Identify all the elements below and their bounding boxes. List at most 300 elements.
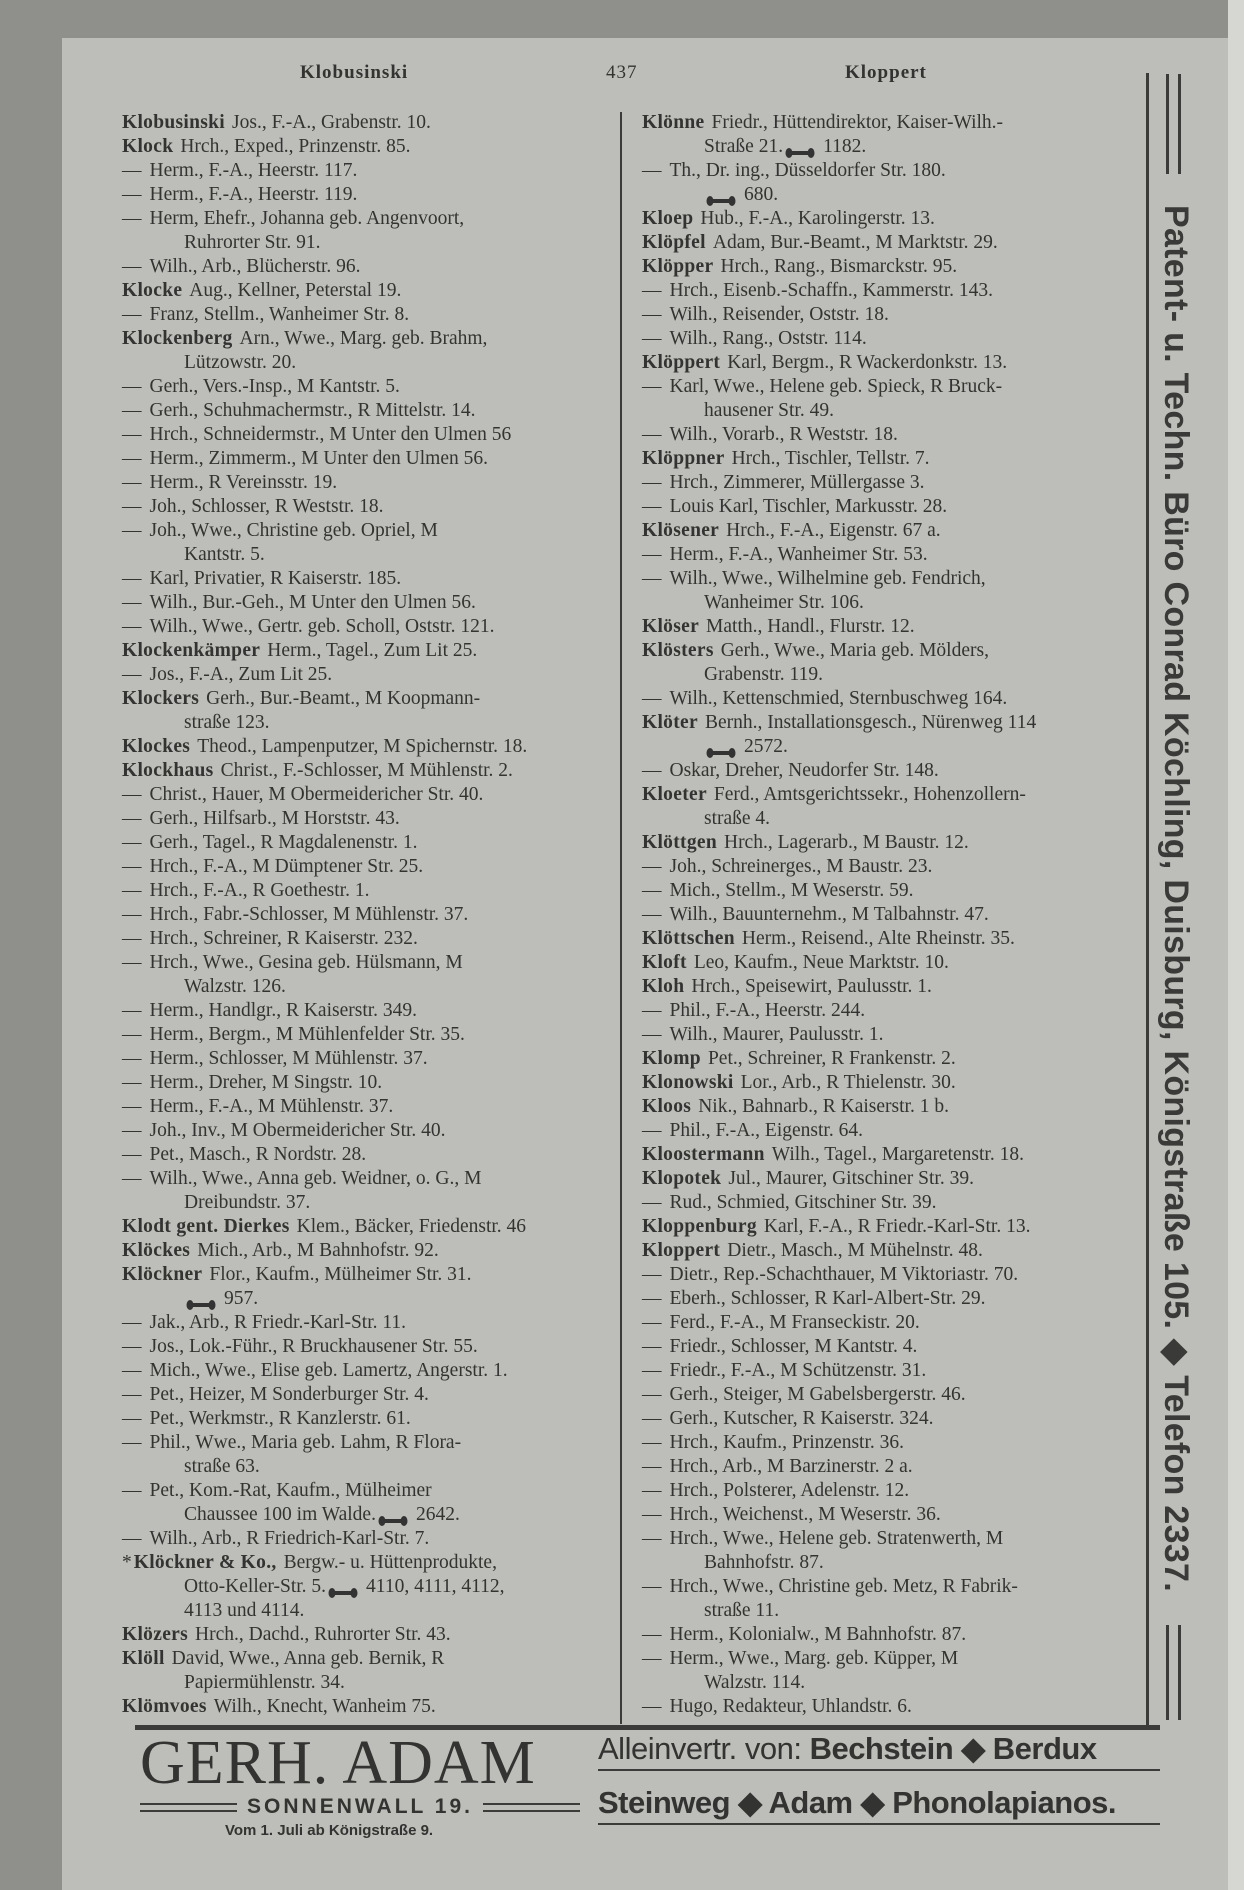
directory-entry <box>642 1215 1142 1239</box>
ditto-dash: — <box>122 568 142 589</box>
surname: Klockers <box>122 688 200 709</box>
entry-text: Hrch., Speisewirt, Paulusstr. 1. <box>691 976 932 997</box>
entry-text: Phil., F.-A., Eigenstr. 64. <box>669 1120 863 1141</box>
surname: Klodt gent. Dierkes <box>122 1216 290 1237</box>
directory-sub-entry <box>122 1527 612 1551</box>
directory-entry <box>122 327 612 351</box>
directory-sub-entry <box>122 1431 612 1455</box>
directory-sub-entry <box>642 1407 1142 1431</box>
entry-text: Hrch., Exped., Prinzenstr. 85. <box>180 136 411 157</box>
entry-text: Dreibundstr. 37. <box>184 1192 311 1213</box>
entry-text: Nik., Bahnarb., R Kaiserstr. 1 b. <box>698 1096 949 1117</box>
entry-text: Ruhrorter Str. 91. <box>184 232 321 253</box>
entry-text: Wilh., Reisender, Oststr. 18. <box>669 304 889 325</box>
telephone-icon <box>186 1294 216 1306</box>
entry-text: Papiermühlenstr. 34. <box>184 1672 345 1693</box>
ditto-dash: — <box>642 1648 662 1669</box>
surname: Klockhaus <box>122 760 214 781</box>
directory-entry <box>642 639 1142 663</box>
entry-text: Louis Karl, Tischler, Markusstr. 28. <box>669 496 948 517</box>
entry-text: Friedr., Schlosser, M Kantstr. 4. <box>669 1336 918 1357</box>
entry-text: Jos., F.-A., Grabenstr. 10. <box>232 112 431 133</box>
entry-text: Gerh., Kutscher, R Kaiserstr. 324. <box>669 1408 934 1429</box>
directory-sub-entry <box>122 1479 612 1503</box>
directory-entry <box>642 1095 1142 1119</box>
advert-company-name: GERH. ADAM <box>140 1729 536 1797</box>
right-column <box>642 111 1142 1719</box>
ditto-dash: — <box>122 1480 142 1501</box>
directory-entry <box>122 135 612 159</box>
header-left-title: Klobusinski <box>300 62 409 83</box>
entry-continuation <box>122 1455 612 1479</box>
directory-sub-entry <box>642 1647 1142 1671</box>
double-rule <box>140 1803 237 1812</box>
directory-entry <box>642 951 1142 975</box>
directory-sub-entry <box>122 423 612 447</box>
directory-entry <box>642 1047 1142 1071</box>
surname: Klockenberg <box>122 328 233 349</box>
directory-sub-entry <box>642 303 1142 327</box>
entry-text: Wilh., Bur.-Geh., M Unter den Ulmen 56. <box>149 592 476 613</box>
phone-number: 1182. <box>823 136 867 157</box>
surname: Klöppert <box>642 352 721 373</box>
entry-text: straße 123. <box>184 712 270 733</box>
surname: Klöll <box>122 1648 165 1669</box>
header-right-title: Kloppert <box>845 62 927 83</box>
entry-text: Theod., Lampenputzer, M Spichernstr. 18. <box>197 736 528 757</box>
telephone-icon <box>378 1510 408 1522</box>
entry-text: Wanheimer Str. 106. <box>704 592 864 613</box>
entry-text: Gerh., Schuhmachermstr., R Mittelstr. 14. <box>149 400 476 421</box>
entry-text: Friedr., F.-A., M Schützenstr. 31. <box>669 1360 927 1381</box>
entry-text: Bernh., Installationsgesch., Nürenweg 114 <box>704 712 1037 733</box>
directory-sub-entry <box>122 495 612 519</box>
ditto-dash: — <box>122 1048 142 1069</box>
entry-text: Hrch., Wwe., Gesina geb. Hülsmann, M <box>149 952 463 973</box>
ditto-dash: — <box>642 376 662 397</box>
entry-text: Dietr., Rep.-Schachthauer, M Viktoriastr. 70. <box>669 1264 1019 1285</box>
entry-continuation <box>122 543 612 567</box>
directory-entry <box>642 111 1142 135</box>
entry-text: Hrch., Zimmerer, Müllergasse 3. <box>669 472 925 493</box>
ditto-dash: — <box>122 184 142 205</box>
directory-sub-entry <box>122 255 612 279</box>
ditto-dash: — <box>642 280 662 301</box>
ditto-dash: — <box>122 1168 142 1189</box>
ditto-dash: — <box>122 832 142 853</box>
telephone-icon <box>706 742 736 754</box>
directory-sub-entry <box>642 1287 1142 1311</box>
ditto-dash: — <box>642 1024 662 1045</box>
ditto-dash: — <box>122 1384 142 1405</box>
ditto-dash: — <box>122 1432 142 1453</box>
advert-move-note: Vom 1. Juli ab Königstraße 9. <box>225 1822 434 1839</box>
entry-text: straße 4. <box>704 808 771 829</box>
ditto-dash: — <box>642 424 662 445</box>
directory-sub-entry <box>642 1119 1142 1143</box>
surname: Klönne <box>642 112 705 133</box>
surname: Klöckes <box>122 1240 191 1261</box>
advert-line-1-prefix: Alleinvertr. von: <box>598 1731 802 1766</box>
ditto-dash: — <box>122 592 142 613</box>
ditto-dash: — <box>642 1000 662 1021</box>
ditto-dash: — <box>642 1480 662 1501</box>
right-border-rule <box>1146 73 1149 1725</box>
directory-sub-entry <box>122 1119 612 1143</box>
directory-sub-entry <box>642 327 1142 351</box>
entry-text: Walzstr. 114. <box>704 1672 806 1693</box>
entry-text: Hrch., Dachd., Ruhrorter Str. 43. <box>195 1624 451 1645</box>
directory-sub-entry <box>642 279 1142 303</box>
directory-sub-entry <box>642 687 1142 711</box>
directory-sub-entry <box>122 399 612 423</box>
directory-sub-entry <box>122 1311 612 1335</box>
directory-sub-entry <box>122 927 612 951</box>
entry-continuation <box>122 351 612 375</box>
entry-text: Herm., R Vereinsstr. 19. <box>149 472 338 493</box>
entry-text: Flor., Kaufm., Mülheimer Str. 31. <box>209 1264 472 1285</box>
entry-text: Wilh., Kettenschmied, Sternbuschweg 164. <box>669 688 1008 709</box>
entry-continuation <box>642 135 1142 159</box>
ditto-dash: — <box>122 400 142 421</box>
entry-text: Herm., Handlgr., R Kaiserstr. 349. <box>149 1000 418 1021</box>
entry-text: Wilh., Vorarb., R Weststr. 18. <box>669 424 898 445</box>
directory-sub-entry <box>642 423 1142 447</box>
directory-sub-entry <box>122 903 612 927</box>
surname: Kloppert <box>642 1240 721 1261</box>
directory-sub-entry <box>642 879 1142 903</box>
surname: Klöppner <box>642 448 725 469</box>
double-rule <box>483 1803 580 1812</box>
surname: Klösener <box>642 520 720 541</box>
ditto-dash: — <box>642 1120 662 1141</box>
directory-entry <box>122 1623 612 1647</box>
advert-line-2-brands: Steinweg ◆ Adam ◆ Phonolapianos. <box>598 1785 1116 1820</box>
directory-sub-entry <box>122 615 612 639</box>
ditto-dash: — <box>642 880 662 901</box>
entry-continuation <box>122 1599 612 1623</box>
entry-text: Hrch., Wwe., Helene geb. Stratenwerth, M <box>669 1528 1004 1549</box>
entry-continuation <box>122 1191 612 1215</box>
ditto-dash: — <box>122 1336 142 1357</box>
entry-text: Grabenstr. 119. <box>704 664 823 685</box>
entry-text: Pet., Kom.-Rat, Kaufm., Mülheimer <box>149 1480 432 1501</box>
surname: Klomp <box>642 1048 701 1069</box>
entry-text: straße 11. <box>704 1600 780 1621</box>
directory-sub-entry <box>642 1503 1142 1527</box>
directory-entry <box>642 231 1142 255</box>
surname: Klözers <box>122 1624 188 1645</box>
ditto-dash: — <box>642 1576 662 1597</box>
surname: Klöckner & Ko., <box>133 1552 277 1573</box>
entry-text: Hrch., Arb., M Barzinerstr. 2 a. <box>669 1456 913 1477</box>
entry-text: Herm., Schlosser, M Mühlenstr. 37. <box>149 1048 428 1069</box>
entry-text: Hrch., Polsterer, Adelenstr. 12. <box>669 1480 910 1501</box>
entry-text: Joh., Schreinerges., M Baustr. 23. <box>669 856 933 877</box>
advert-line-1-brands: Bechstein ◆ Berdux <box>809 1731 1097 1766</box>
entry-text: Pet., Masch., R Nordstr. 28. <box>149 1144 367 1165</box>
entry-text: Wilh., Maurer, Paulusstr. 1. <box>669 1024 884 1045</box>
left-column <box>122 111 612 1719</box>
entry-text: Joh., Wwe., Christine geb. Opriel, M <box>149 520 438 541</box>
entry-text: Franz, Stellm., Wanheimer Str. 8. <box>149 304 410 325</box>
ditto-dash: — <box>122 208 142 229</box>
ditto-dash: — <box>122 616 142 637</box>
directory-sub-entry <box>642 999 1142 1023</box>
directory-entry <box>122 687 612 711</box>
entry-continuation <box>122 711 612 735</box>
directory-sub-entry <box>642 1023 1142 1047</box>
entry-text: Hrch., F.-A., M Dümptener Str. 25. <box>149 856 424 877</box>
entry-text: Jos., Lok.-Führ., R Bruckhausener Str. 55. <box>149 1336 478 1357</box>
entry-text: Hrch., Schneidermstr., M Unter den Ulmen 56 <box>149 424 512 445</box>
ditto-dash: — <box>122 472 142 493</box>
surname: Klöttschen <box>642 928 735 949</box>
directory-sub-entry <box>122 831 612 855</box>
phone-number: 680. <box>744 184 779 205</box>
entry-text: Herm., F.-A., Wanheimer Str. 53. <box>669 544 928 565</box>
directory-entry <box>642 615 1142 639</box>
surname: Klocke <box>122 280 183 301</box>
entry-text: Phil., F.-A., Heerstr. 244. <box>669 1000 866 1021</box>
ditto-dash: — <box>122 160 142 181</box>
entry-continuation <box>642 399 1142 423</box>
entry-text: Herm., Tagel., Zum Lit 25. <box>267 640 478 661</box>
directory-sub-entry <box>122 1167 612 1191</box>
entry-text: Ferd., Amtsgerichtssekr., Hohenzollern- <box>713 784 1026 805</box>
directory-entry <box>122 111 612 135</box>
directory-sub-entry <box>122 303 612 327</box>
directory-entry <box>642 255 1142 279</box>
ditto-dash: — <box>642 1456 662 1477</box>
directory-sub-entry <box>642 567 1142 591</box>
directory-sub-entry <box>642 1479 1142 1503</box>
entry-text: Straße 21. <box>704 136 784 157</box>
directory-entry <box>642 447 1142 471</box>
entry-text: Karl, Privatier, R Kaiserstr. 185. <box>149 568 402 589</box>
directory-entry <box>642 1143 1142 1167</box>
entry-text: Hrch., F.-A., Eigenstr. 67 a. <box>726 520 941 541</box>
surname: Kloeter <box>642 784 707 805</box>
entry-continuation <box>642 183 1142 207</box>
entry-continuation <box>642 591 1142 615</box>
directory-sub-entry <box>122 855 612 879</box>
ditto-dash: — <box>122 1072 142 1093</box>
entry-text: Wilh., Wwe., Wilhelmine geb. Fendrich, <box>669 568 986 589</box>
ditto-dash: — <box>122 376 142 397</box>
entry-text: Gerh., Vers.-Insp., M Kantstr. 5. <box>149 376 400 397</box>
advert-address: SONNENWALL 19. <box>247 1795 473 1818</box>
entry-text: Th., Dr. ing., Düsseldorfer Str. 180. <box>669 160 946 181</box>
ditto-dash: — <box>122 1024 142 1045</box>
ditto-dash: — <box>122 784 142 805</box>
entry-text: Mich., Arb., M Bahnhofstr. 92. <box>197 1240 439 1261</box>
entry-text: Pet., Schreiner, R Frankenstr. 2. <box>707 1048 956 1069</box>
directory-entry <box>642 1167 1142 1191</box>
ditto-dash: — <box>642 568 662 589</box>
banner-double-rule-top-1 <box>1166 74 1169 174</box>
ditto-dash: — <box>642 760 662 781</box>
ditto-dash: — <box>642 1432 662 1453</box>
ditto-dash: — <box>642 1312 662 1333</box>
advert-line-2 <box>598 1785 1160 1825</box>
directory-sub-entry <box>122 183 612 207</box>
entry-text: Dietr., Masch., M Mühelnstr. 48. <box>727 1240 983 1261</box>
entry-text: Pet., Heizer, M Sonderburger Str. 4. <box>149 1384 429 1405</box>
directory-entry <box>122 1695 612 1719</box>
directory-entry <box>122 1239 612 1263</box>
entry-text: Otto-Keller-Str. 5. <box>184 1576 327 1597</box>
directory-sub-entry <box>122 375 612 399</box>
banner-double-rule-top-2 <box>1178 74 1181 174</box>
entry-text: Pet., Werkmstr., R Kanzlerstr. 61. <box>149 1408 411 1429</box>
entry-text: Friedr., Hüttendirektor, Kaiser-Wilh.- <box>711 112 1004 133</box>
entry-continuation <box>122 1287 612 1311</box>
entry-text: Aug., Kellner, Peterstal 19. <box>189 280 402 301</box>
entry-text: Herm., Reisend., Alte Rheinstr. 35. <box>741 928 1015 949</box>
surname: Klockenkämper <box>122 640 261 661</box>
phone-number: 4110, 4111, 4112, <box>366 1576 505 1597</box>
entry-text: Christ., Hauer, M Obermeidericher Str. 40. <box>149 784 484 805</box>
entry-text: Wilh., Wwe., Gertr. geb. Scholl, Oststr. 121. <box>149 616 495 637</box>
ditto-dash: — <box>642 1504 662 1525</box>
directory-sub-entry <box>642 159 1142 183</box>
ditto-dash: — <box>122 880 142 901</box>
entry-text: Gerh., Hilfsarb., M Horststr. 43. <box>149 808 400 829</box>
entry-text: Klem., Bäcker, Friedenstr. 46 <box>296 1216 527 1237</box>
entry-text: Oskar, Dreher, Neudorfer Str. 148. <box>669 760 939 781</box>
directory-sub-entry <box>642 1695 1142 1719</box>
entry-text: Jul., Maurer, Gitschiner Str. 39. <box>728 1168 974 1189</box>
surname: Klopotek <box>642 1168 722 1189</box>
directory-sub-entry <box>122 471 612 495</box>
entry-text: Christ., F.-Schlosser, M Mühlenstr. 2. <box>220 760 513 781</box>
entry-text: Hrch., Kaufm., Prinzenstr. 36. <box>669 1432 904 1453</box>
entry-text: Bergw.- u. Hüttenprodukte, <box>283 1552 497 1573</box>
ditto-dash: — <box>642 472 662 493</box>
directory-sub-entry <box>642 495 1142 519</box>
directory-entry <box>642 207 1142 231</box>
directory-sub-entry <box>122 519 612 543</box>
ditto-dash: — <box>642 304 662 325</box>
telephone-icon <box>328 1582 358 1594</box>
directory-sub-entry <box>642 1431 1142 1455</box>
directory-entry <box>122 1551 612 1575</box>
directory-sub-entry <box>122 1095 612 1119</box>
entry-text: Hrch., Eisenb.-Schaffn., Kammerstr. 143. <box>669 280 993 301</box>
ditto-dash: — <box>122 904 142 925</box>
ditto-dash: — <box>122 1144 142 1165</box>
entry-text: Bahnhofstr. 87. <box>704 1552 824 1573</box>
ditto-dash: — <box>642 1696 662 1717</box>
directory-sub-entry <box>122 999 612 1023</box>
ditto-dash: — <box>642 1624 662 1645</box>
ditto-dash: — <box>642 544 662 565</box>
directory-sub-entry <box>642 471 1142 495</box>
directory-entry <box>642 783 1142 807</box>
surname: Klöpper <box>642 256 714 277</box>
page-edge <box>1228 0 1244 1890</box>
ditto-dash: — <box>122 856 142 877</box>
entry-text: Herm., Kolonialw., M Bahnhofstr. 87. <box>669 1624 967 1645</box>
entry-text: Herm., F.-A., Heerstr. 119. <box>149 184 358 205</box>
entry-text: hausener Str. 49. <box>704 400 834 421</box>
entry-continuation <box>642 1551 1142 1575</box>
directory-sub-entry <box>122 1071 612 1095</box>
entry-text: Karl, Bergm., R Wackerdonkstr. 13. <box>727 352 1008 373</box>
entry-text: Herm., F.-A., M Mühlenstr. 37. <box>149 1096 394 1117</box>
entry-text: Wilh., Arb., R Friedrich-Karl-Str. 7. <box>149 1528 430 1549</box>
entry-continuation <box>642 807 1142 831</box>
entry-text: Karl, F.-A., R Friedr.-Karl-Str. 13. <box>763 1216 1031 1237</box>
ditto-dash: — <box>642 1288 662 1309</box>
entry-text: Mich., Stellm., M Weserstr. 59. <box>669 880 914 901</box>
directory-sub-entry <box>122 663 612 687</box>
entry-continuation <box>642 1671 1142 1695</box>
ditto-dash: — <box>642 1264 662 1285</box>
surname: Klöckner <box>122 1264 203 1285</box>
surname: Klöser <box>642 616 700 637</box>
ditto-dash: — <box>122 520 142 541</box>
entry-text: Chaussee 100 im Walde. <box>184 1504 376 1525</box>
ditto-dash: — <box>122 1360 142 1381</box>
entry-text: Wilh., Tagel., Margaretenstr. 18. <box>771 1144 1024 1165</box>
directory-sub-entry <box>642 1311 1142 1335</box>
ditto-dash: — <box>122 1408 142 1429</box>
surname: Klockes <box>122 736 191 757</box>
entry-text: Hrch., Weichenst., M Weserstr. 36. <box>669 1504 941 1525</box>
entry-text: Rud., Schmied, Gitschiner Str. 39. <box>669 1192 937 1213</box>
directory-entry <box>642 1071 1142 1095</box>
directory-sub-entry <box>642 759 1142 783</box>
surname: Klock <box>122 136 174 157</box>
ditto-dash: — <box>122 256 142 277</box>
ditto-dash: — <box>642 904 662 925</box>
entry-text: Hugo, Redakteur, Uhlandstr. 6. <box>669 1696 912 1717</box>
entry-text: Arn., Wwe., Marg. geb. Brahm, <box>239 328 488 349</box>
directory-sub-entry <box>122 1407 612 1431</box>
entry-text: Eberh., Schlosser, R Karl-Albert-Str. 29. <box>669 1288 986 1309</box>
entry-continuation <box>122 1503 612 1527</box>
directory-entry <box>122 1647 612 1671</box>
entry-text: Herm., Bergm., M Mühlenfelder Str. 35. <box>149 1024 465 1045</box>
ditto-dash: — <box>122 1000 142 1021</box>
entry-text: Wilh., Rang., Oststr. 114. <box>669 328 867 349</box>
banner-double-rule-bottom-2 <box>1178 1625 1181 1720</box>
directory-entry <box>642 975 1142 999</box>
advert-address-row <box>140 1795 580 1819</box>
ditto-dash: — <box>122 952 142 973</box>
entry-text: Kantstr. 5. <box>184 544 265 565</box>
directory-sub-entry <box>642 1335 1142 1359</box>
directory-sub-entry <box>642 903 1142 927</box>
banner-double-rule-bottom-1 <box>1166 1625 1169 1720</box>
entry-text: Ferd., F.-A., M Franseckistr. 20. <box>669 1312 920 1333</box>
directory-sub-entry <box>642 1575 1142 1599</box>
entry-text: Wilh., Knecht, Wanheim 75. <box>213 1696 436 1717</box>
entry-continuation <box>122 975 612 999</box>
directory-sub-entry <box>122 207 612 231</box>
entry-text: Joh., Schlosser, R Weststr. 18. <box>149 496 384 517</box>
entry-text: 4113 und 4114. <box>184 1600 305 1621</box>
entry-text: Adam, Bur.-Beamt., M Marktstr. 29. <box>712 232 998 253</box>
directory-sub-entry <box>642 543 1142 567</box>
directory-sub-entry <box>642 1191 1142 1215</box>
surname: Klöter <box>642 712 698 733</box>
ditto-dash: — <box>122 1312 142 1333</box>
surname: Klobusinski <box>122 112 226 133</box>
directory-entry <box>122 639 612 663</box>
